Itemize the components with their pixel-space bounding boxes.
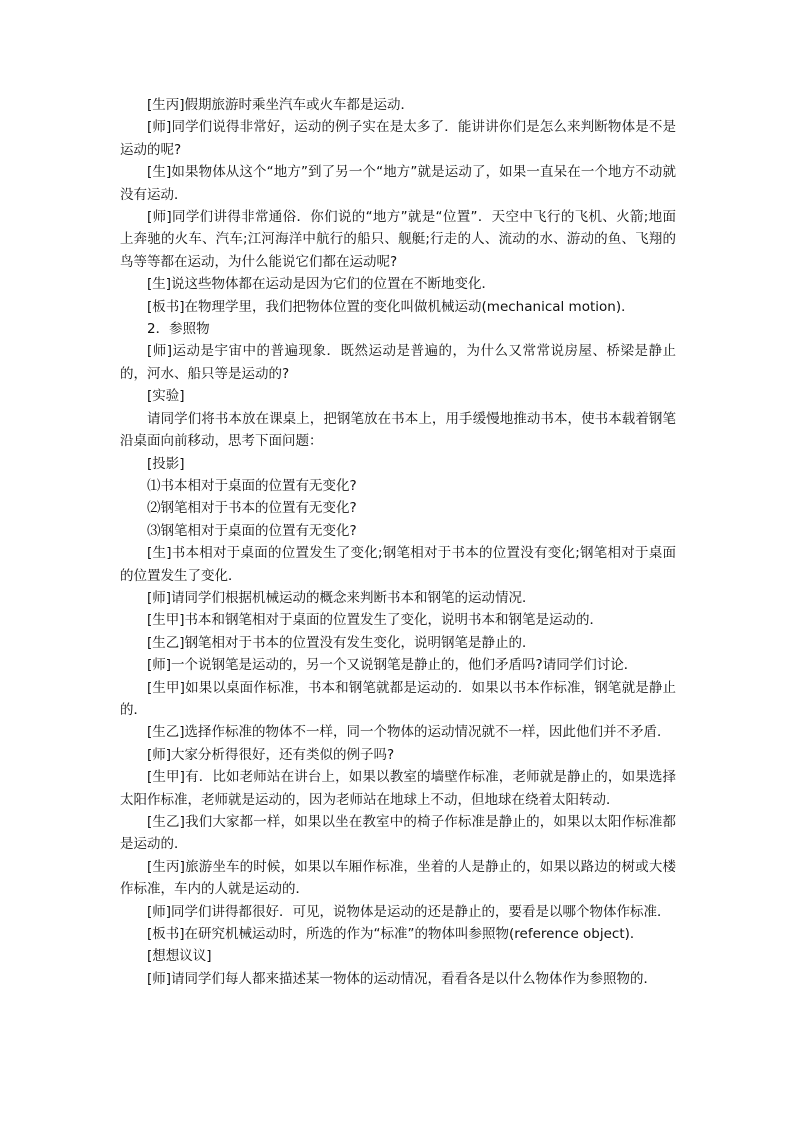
label-discussion: [想想议议]: [147, 948, 212, 965]
question-3: ⑶钢笔相对于桌面的位置有无变化?: [147, 522, 357, 539]
paragraph-8: [师]运动是宇宙中的普遍现象．既然运动是普遍的，为什么又常常说房屋、桥梁是静止的，河水、船只等是运动的?: [120, 343, 676, 382]
document-body: [120, 94, 676, 990]
paragraph-24: [生乙]我们大家都一样，如果以坐在教室中的椅子作标准是静止的，如果以太阳作标准都是运动的．: [120, 814, 676, 853]
label-projection: [投影]: [147, 455, 185, 472]
paragraph-19: [师]一个说钢笔是运动的，另一个又说钢笔是静止的，他们矛盾吗?请同学们讨论．: [147, 657, 638, 674]
section-heading-reference-object: 2．参照物: [147, 321, 210, 338]
question-2: ⑵钢笔相对于书本的位置有无变化?: [147, 500, 357, 517]
paragraph-15: [生]书本相对于桌面的位置发生了变化;钢笔相对于书本的位置没有变化;钢笔相对于桌面的位置发生了变化．: [120, 545, 676, 584]
paragraph-1: [生丙]假期旅游时乘坐汽车或火车都是运动．: [147, 97, 415, 113]
question-1: ⑴书本相对于桌面的位置有无变化?: [147, 477, 357, 494]
paragraph-18: [生乙]钢笔相对于书本的位置没有发生变化，说明钢笔是静止的．: [147, 634, 536, 651]
paragraph-5: [生]说这些物体都在运动是因为它们的位置在不断地变化．: [147, 276, 496, 293]
paragraph-22: [师]大家分析得很好，还有类似的例子吗?: [147, 746, 395, 763]
paragraph-20: [生甲]如果以桌面作标准，书本和钢笔就都是运动的．如果以书本作标准，钢笔就是静止的．: [120, 679, 676, 718]
paragraph-27: [板书]在研究机械运动时，所选的作为“标准”的物体叫参照物(reference object)．: [147, 926, 644, 943]
label-experiment: [实验]: [147, 388, 185, 405]
paragraph-16: [师]请同学们根据机械运动的概念来判断书本和钢笔的运动情况．: [147, 589, 536, 606]
paragraph-17: [生甲]书本和钢笔相对于桌面的位置发生了变化，说明书本和钢笔是运动的．: [147, 612, 604, 629]
paragraph-26: [师]同学们讲得都很好．可见，说物体是运动的还是静止的，要看是以哪个物体作标准．: [147, 903, 671, 920]
paragraph-2: [师]同学们说得非常好，运动的例子实在是太多了．能讲讲你们是怎么来判断物体是不是运动的呢?: [120, 119, 676, 158]
paragraph-29: [师]请同学们每人都来描述某一物体的运动情况，看看各是以什么物体作为参照物的．: [147, 970, 658, 987]
paragraph-23: [生甲]有．比如老师站在讲台上，如果以教室的墙壁作标准，老师就是静止的，如果选择太阳作标准，老师就是运动的，因为老师站在地球上不动，但地球在绕着太阳转动．: [120, 769, 676, 808]
paragraph-10: 请同学们将书本放在课桌上，把钢笔放在书本上，用手缓慢地推动书本，使书本载着钢笔沿桌面向前移动，思考下面问题：: [120, 410, 676, 450]
paragraph-21: [生乙]选择作标准的物体不一样，同一个物体的运动情况就不一样，因此他们并不矛盾．: [147, 724, 671, 741]
paragraph-3: [生]如果物体从这个“地方”到了另一个“地方”就是运动了，如果一直呆在一个地方不动就没有运动．: [120, 164, 676, 203]
paragraph-25: [生丙]旅游坐车的时候，如果以车厢作标准，坐着的人是静止的，如果以路边的树或大楼作标准，车内的人就是运动的．: [120, 858, 676, 898]
paragraph-4: [师]同学们讲得非常通俗．你们说的“地方”就是“位置”．天空中飞行的飞机、火箭;地面上奔驰的火车、汽车;江河海洋中航行的船只、舰艇;行走的人、流动的水、游动的鱼、飞翔的鸟等等都在运动，为什么能说它们都在运动呢?: [120, 209, 676, 270]
paragraph-6: [板书]在物理学里，我们把物体位置的变化叫做机械运动(mechanical motion)．: [147, 298, 635, 315]
